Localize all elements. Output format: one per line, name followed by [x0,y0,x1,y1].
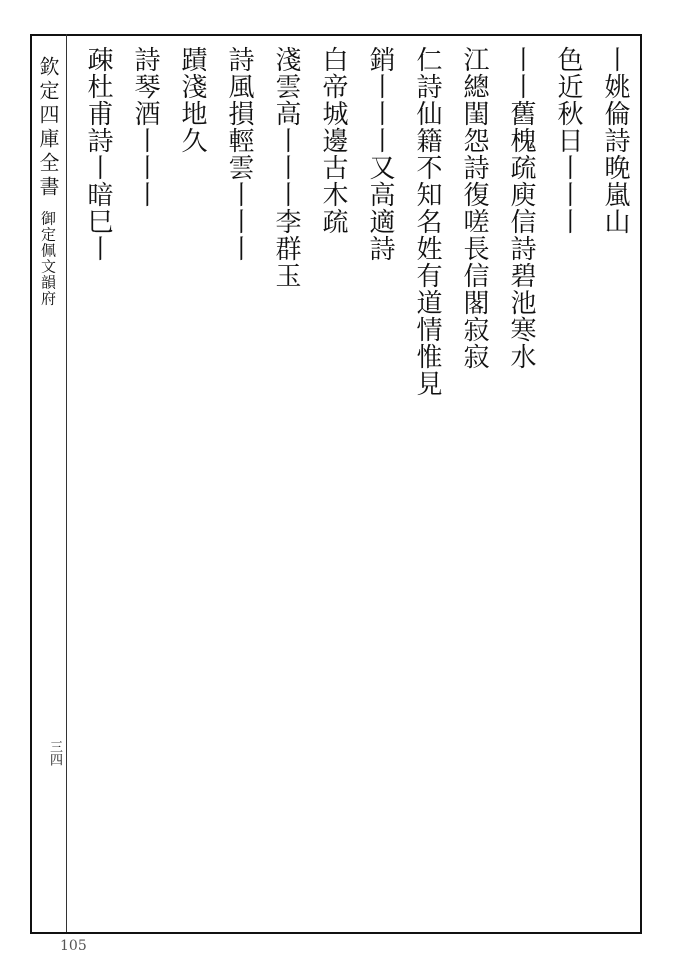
text-column-12: 疎杜甫詩丨暗巳丨 [83,46,113,262]
page-margin-column [33,56,63,916]
left-frame-rule [30,34,32,932]
text-column-5: 仁詩仙籍不知名姓有道情惟見 [412,46,442,397]
text-column-7: 白帝城邊古木疏 [318,46,348,235]
text-column-2: 色近秋日丨丨丨 [553,46,583,235]
book-title: 欽定四庫全書 [36,56,60,200]
text-column-11: 詩琴酒丨丨丨 [130,46,160,208]
text-column-10: 蹟淺地久 [177,46,207,154]
text-column-6: 銷丨丨丨又高適詩 [365,46,395,262]
text-column-1: 丨姚倫詩晚嵐山 [600,46,630,235]
top-frame-rule [30,34,642,36]
page-number: 三四 [47,740,62,766]
text-column-4: 江總閨怨詩復嗟長信閣寂寂 [459,46,489,370]
text-column-9: 詩風損輕雲丨丨丨 [224,46,254,262]
section-title: 御定佩文韻府 [39,210,57,307]
text-column-8: 淺雲高丨丨丨李群玉 [271,46,301,289]
text-column-3: 丨丨舊槐疏庾信詩碧池寒水 [506,46,536,370]
bottom-frame-rule [30,932,642,934]
footer-mark: 105 [60,938,87,954]
right-frame-rule [640,34,642,932]
margin-divider [66,34,67,932]
